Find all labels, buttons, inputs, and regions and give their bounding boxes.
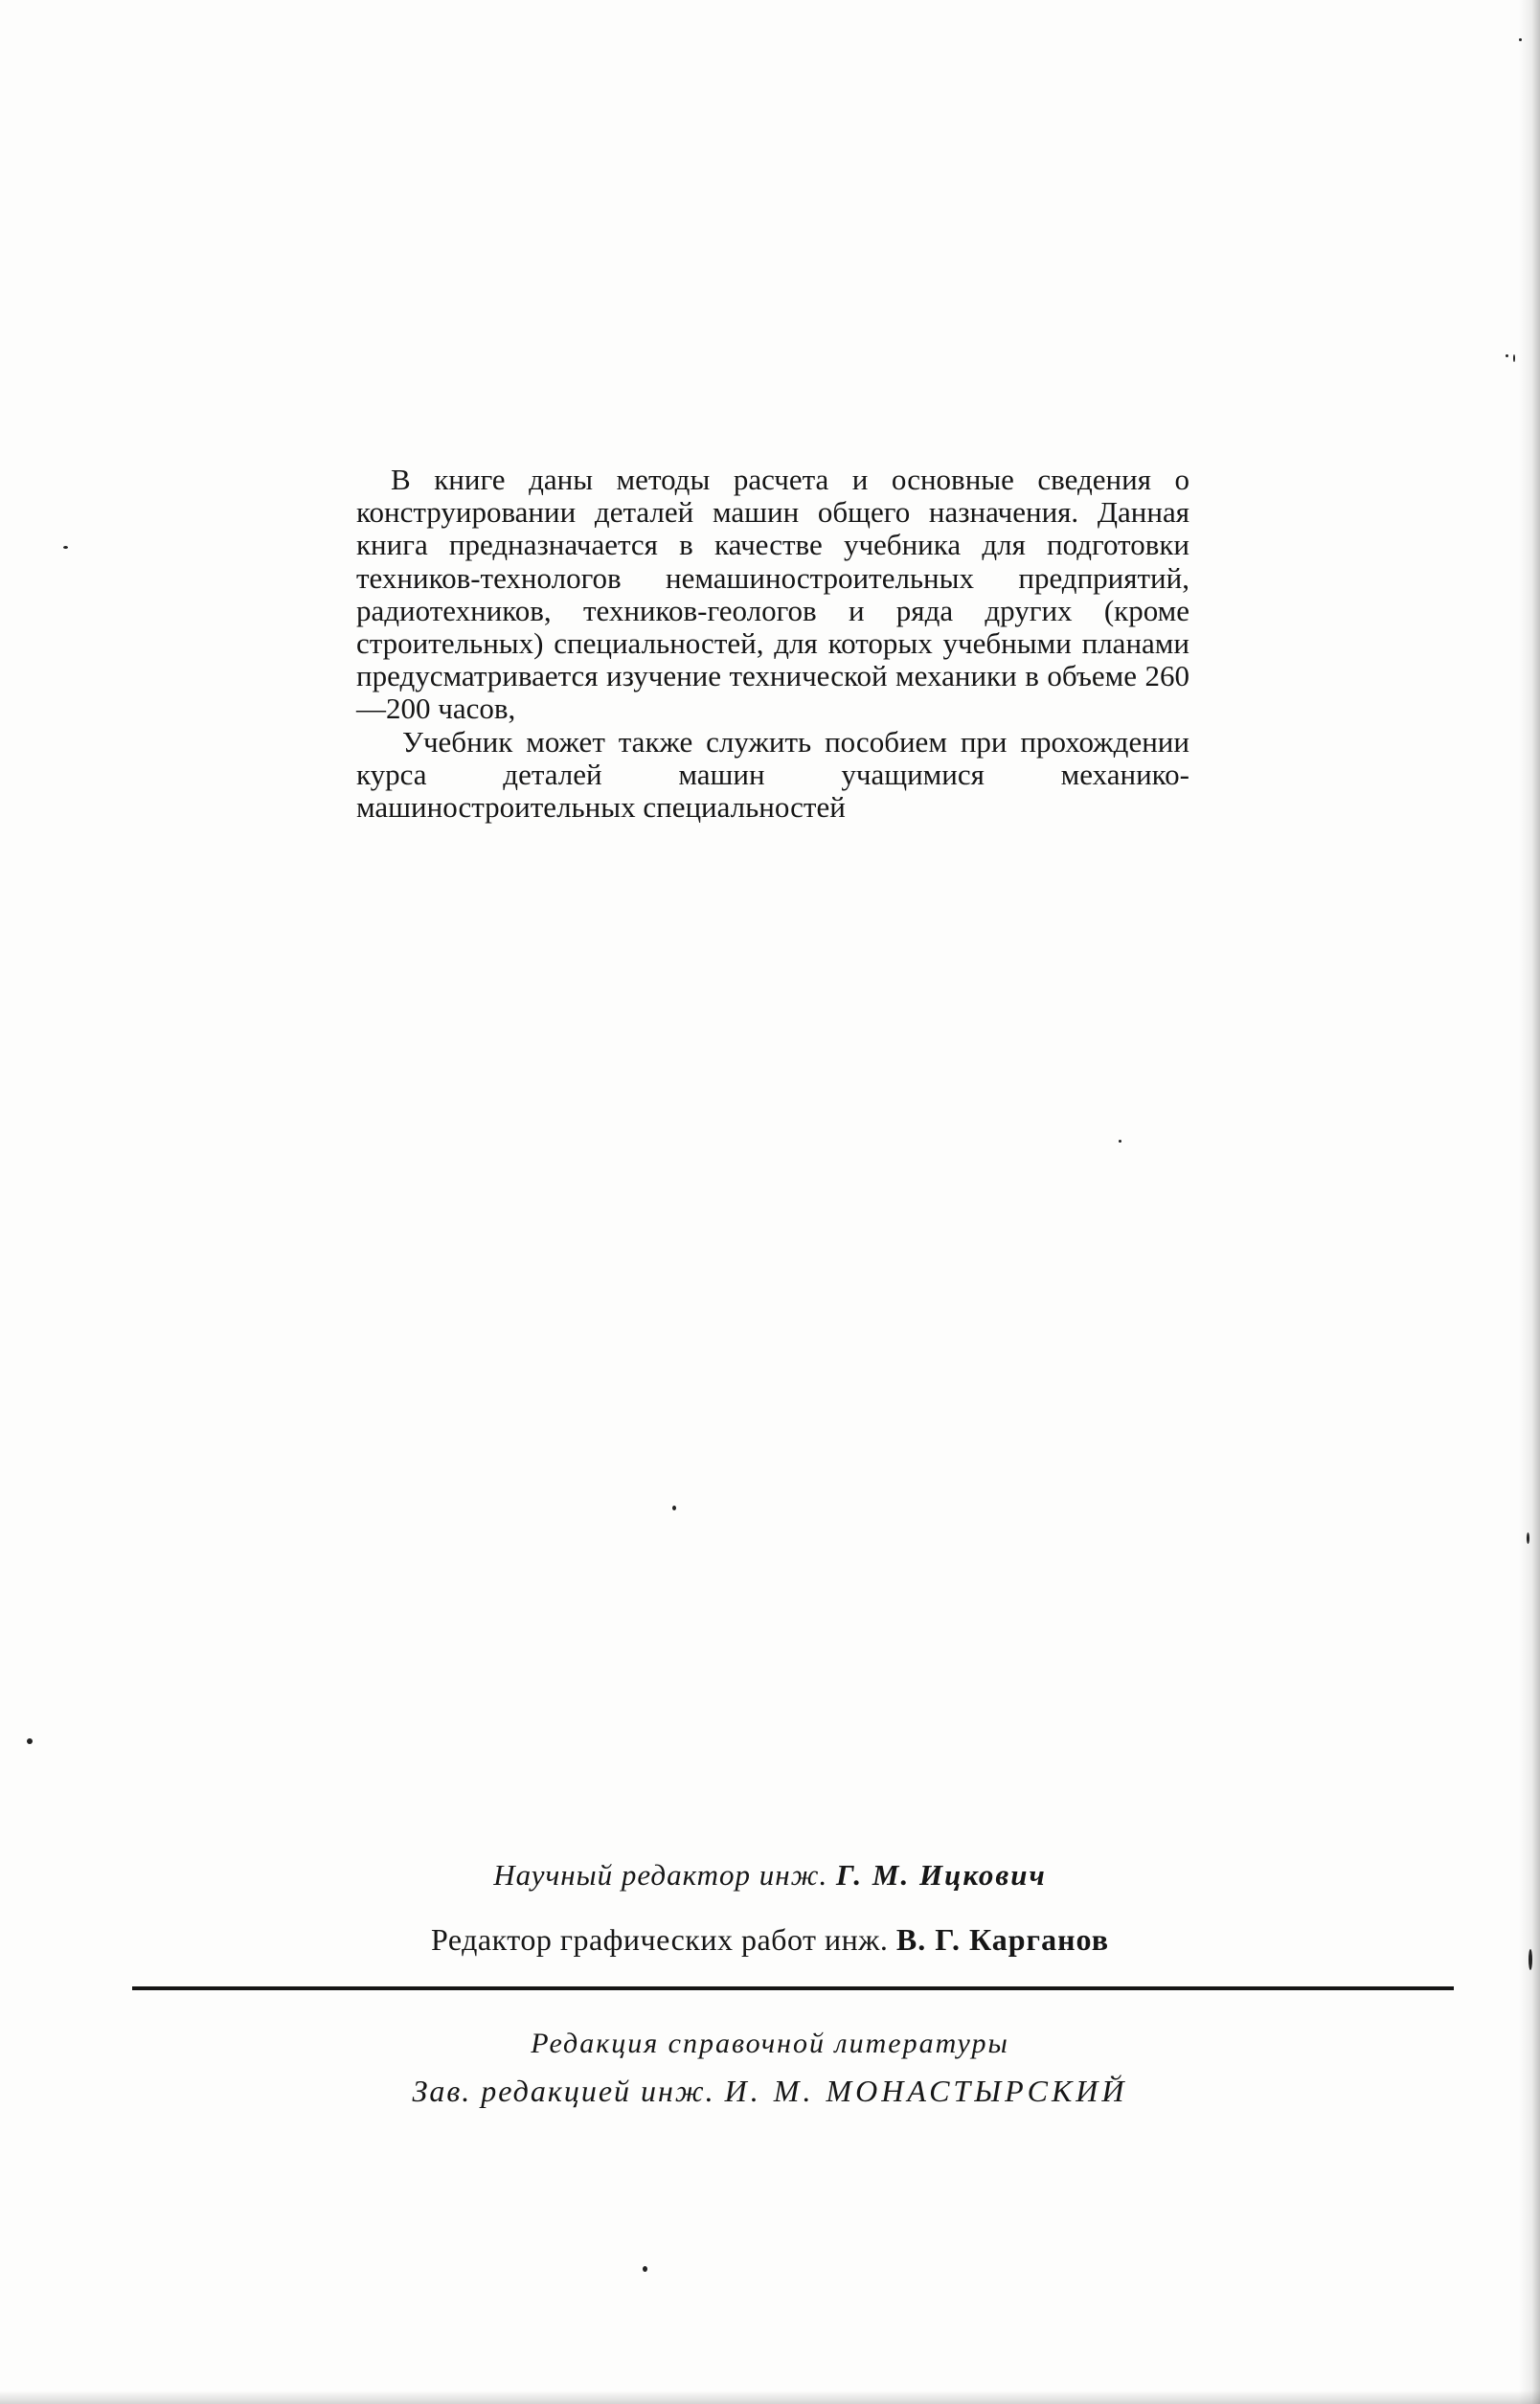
print-speck	[1529, 1949, 1532, 1970]
print-speck	[643, 2266, 647, 2272]
annotation-paragraph-1: В книге даны методы расчета и основные сведения о конструировании деталей машин общего назначения. Данная книга предназначается в качестве учебника для подготовки техников-технологов немашиностроительных предприятий, радиотехников, техников-геологов и ряда других (кроме строительных) специальностей, для которых учебными планами предусматривается изучение технической механики в объеме 260—200 часов,	[356, 463, 1189, 726]
print-speck	[1119, 1140, 1121, 1143]
edition-department: Редакция справочной литературы	[531, 2028, 1009, 2059]
graphics-editor-credit	[0, 1922, 1540, 1958]
print-speck	[1506, 354, 1508, 357]
annotation-paragraph-2: Учебник может также служить пособием при прохождении курса деталей машин учащимися механико-машиностроительных специальностей	[356, 724, 1189, 825]
edition-chief-role: Зав. редакцией инж.	[412, 2074, 715, 2108]
print-speck	[1513, 354, 1515, 362]
print-speck	[1527, 1532, 1529, 1544]
divider-rule	[132, 1986, 1454, 1990]
scientific-editor-credit	[0, 1858, 1540, 1893]
print-speck	[1519, 38, 1522, 41]
scientific-editor-name: Г. М. Ицкович	[836, 1858, 1047, 1892]
edition-chief-credit	[0, 2074, 1540, 2109]
graphics-editor-name: В. Г. Карганов	[895, 1922, 1109, 1957]
edition-chief-name: И. М. МОНАСТЫРСКИЙ	[724, 2074, 1128, 2108]
print-speck	[672, 1506, 676, 1510]
book-annotation	[356, 464, 1189, 824]
print-speck	[63, 546, 68, 549]
page-bottom-shadow	[0, 2391, 1540, 2404]
scientific-editor-role: Научный редактор инж.	[493, 1858, 828, 1892]
graphics-editor-role: Редактор графических работ инж.	[430, 1922, 889, 1957]
print-speck	[27, 1738, 33, 1744]
